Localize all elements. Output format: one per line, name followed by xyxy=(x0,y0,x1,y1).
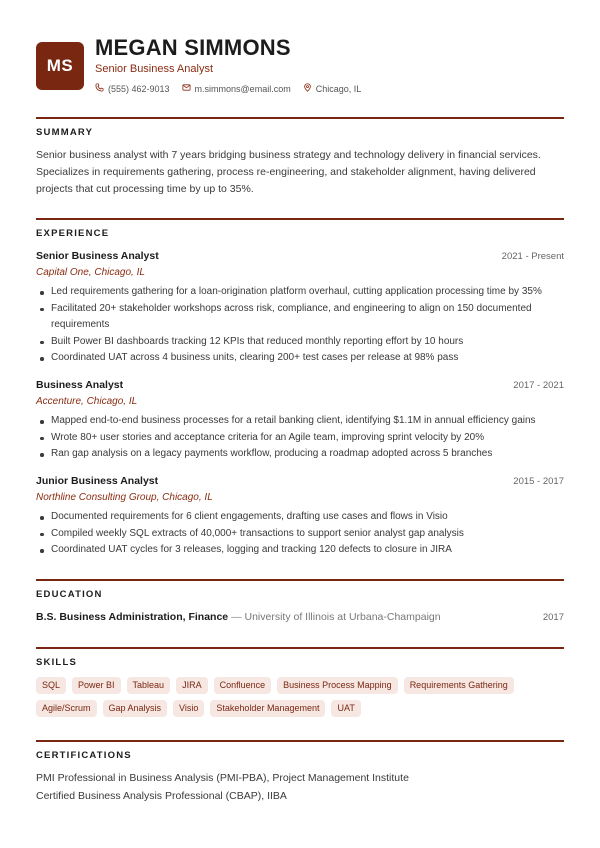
section-divider xyxy=(36,740,564,742)
experience-heading: EXPERIENCE xyxy=(36,228,110,239)
job-dates: 2021 - Present xyxy=(501,251,564,262)
education-school: University of Illinois at Urbana-Champaign xyxy=(244,611,441,623)
list-item: Mapped end-to-end business processes for a retail banking client, identifying $1.1M in annual efficiency gains xyxy=(36,413,564,430)
list-item: Wrote 80+ user stories and acceptance criteria for an Agile team, improving sprint velocity by 20% xyxy=(36,430,564,447)
list-item: Led requirements gathering for a loan-origination platform overhaul, cutting application processing time by 35% xyxy=(36,284,564,301)
certification-item: Certified Business Analysis Professional (CBAP), IIBA xyxy=(36,790,287,802)
skill-chip: Business Process Mapping xyxy=(277,677,398,694)
certification-item: PMI Professional in Business Analysis (PMI-PBA), Project Management Institute xyxy=(36,772,409,784)
location-text: Chicago, IL xyxy=(315,83,362,94)
location-pin-icon xyxy=(303,83,312,94)
section-divider xyxy=(36,218,564,220)
list-item: Coordinated UAT across 4 business units, clearing 200+ test cases per release at 98% pass xyxy=(36,350,564,367)
certifications-list xyxy=(36,769,564,805)
skill-chip: Stakeholder Management xyxy=(210,700,325,717)
education-entry xyxy=(36,611,441,623)
job-title: Business Analyst xyxy=(36,379,124,391)
email-text: m.simmons@email.com xyxy=(194,83,291,94)
skill-chip: JIRA xyxy=(176,677,208,694)
skill-chip: Gap Analysis xyxy=(103,700,168,717)
job-bullets xyxy=(36,413,564,463)
education-degree: B.S. Business Administration, Finance xyxy=(36,611,229,623)
skill-chip: Tableau xyxy=(127,677,171,694)
list-item: Compiled weekly SQL extracts of 40,000+ transactions to support senior analyst gap analysis xyxy=(36,526,564,543)
contact-phone xyxy=(95,83,170,94)
job-dates: 2017 - 2021 xyxy=(513,380,564,391)
job-bullets xyxy=(36,509,564,559)
list-item: Documented requirements for 6 client engagements, drafting use cases and flows in Visio xyxy=(36,509,564,526)
contact-email xyxy=(182,83,291,94)
summary-heading: SUMMARY xyxy=(36,127,94,138)
skill-chip: Power BI xyxy=(72,677,121,694)
summary-text: Senior business analyst with 7 years bridging business strategy and technology delivery in financial services. Specializes in requirements gathering, process re-engineering, and stakeholder alignment, having delivered projects that cut processing time by up to 35%. xyxy=(36,149,541,195)
list-item: Built Power BI dashboards tracking 12 KPIs that reduced monthly reporting effort by 10 hours xyxy=(36,334,564,351)
education-heading: EDUCATION xyxy=(36,589,103,600)
job-dates: 2015 - 2017 xyxy=(513,476,564,487)
skill-chip: SQL xyxy=(36,677,66,694)
skill-chip: Requirements Gathering xyxy=(404,677,514,694)
skills-heading: SKILLS xyxy=(36,657,77,668)
mail-icon xyxy=(182,83,191,94)
skill-chip: Agile/Scrum xyxy=(36,700,97,717)
list-item: Ran gap analysis on a legacy payments workflow, producing a roadmap adopted across 5 branches xyxy=(36,446,564,463)
candidate-role: Senior Business Analyst xyxy=(95,63,214,75)
job-company: Capital One, Chicago, IL xyxy=(36,267,145,278)
skills-list xyxy=(36,677,564,717)
candidate-name: MEGAN SIMMONS xyxy=(95,35,291,60)
resume-header xyxy=(36,35,564,102)
section-divider xyxy=(36,647,564,649)
section-divider xyxy=(36,579,564,581)
education-separator: — xyxy=(228,611,245,623)
phone-icon xyxy=(95,83,104,94)
job-title: Junior Business Analyst xyxy=(36,475,159,487)
job-company: Accenture, Chicago, IL xyxy=(36,396,138,407)
avatar: MS xyxy=(36,42,84,90)
job-company: Northline Consulting Group, Chicago, IL xyxy=(36,492,213,503)
job-title: Senior Business Analyst xyxy=(36,250,159,262)
skill-chip: Visio xyxy=(173,700,204,717)
skill-chip: Confluence xyxy=(214,677,272,694)
list-item: Coordinated UAT cycles for 3 releases, logging and tracking 120 defects to closure in JIRA xyxy=(36,542,564,559)
contact-info xyxy=(95,83,361,94)
contact-location xyxy=(303,83,362,94)
phone-text: (555) 462-9013 xyxy=(108,83,170,94)
section-divider xyxy=(36,117,564,119)
skill-chip: UAT xyxy=(331,700,360,717)
certifications-heading: CERTIFICATIONS xyxy=(36,750,132,761)
education-year: 2017 xyxy=(542,612,564,623)
job-bullets xyxy=(36,284,564,367)
list-item: Facilitated 20+ stakeholder workshops across risk, compliance, and engineering to align on 150 documented requirements xyxy=(36,301,564,334)
